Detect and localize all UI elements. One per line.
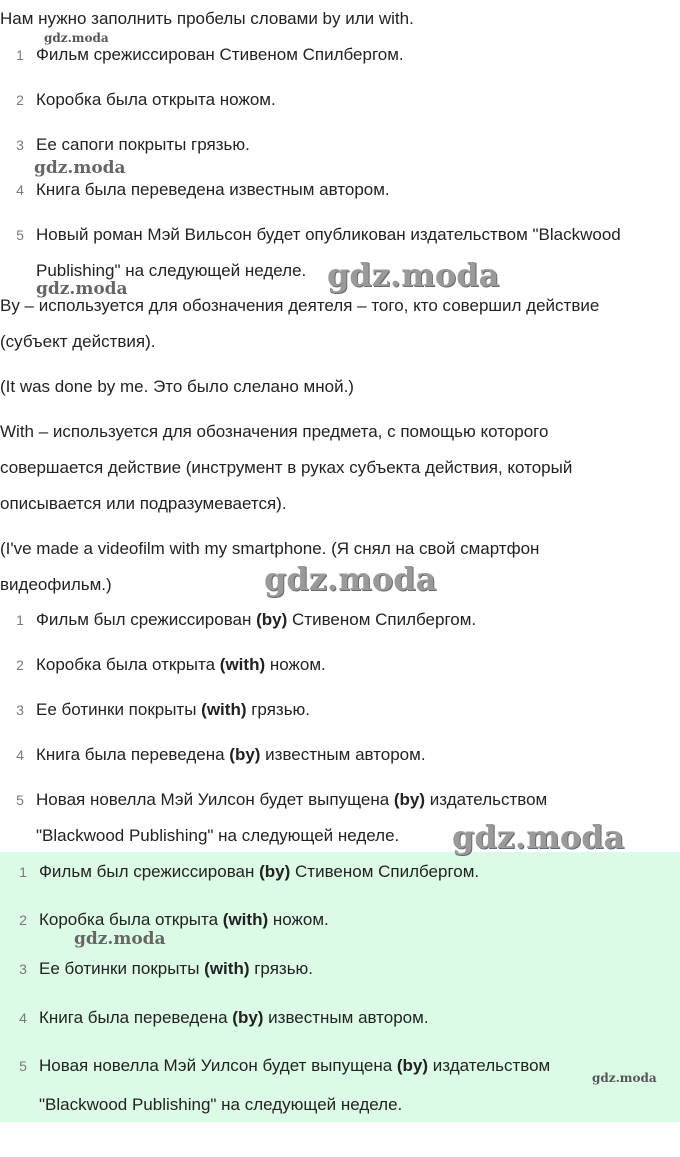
watermark: gdz.moda: [44, 31, 109, 45]
watermark: gdz.moda: [36, 279, 128, 299]
with-explanation-cont: совершается действие (инструмент в руках субъекта действия, который: [0, 458, 573, 477]
watermark: gdz.moda: [74, 929, 166, 949]
watermark: gdz.moda: [327, 256, 500, 294]
watermark: gdz.moda: [452, 818, 625, 856]
intro-text: Нам нужно заполнить пробелы словами by или with.: [0, 9, 414, 28]
answer-box-item: Фильм был срежиссирован (by) Стивеном Спилбергом.: [39, 862, 480, 881]
answer-box-item: Коробка была открыта (with) ножом.: [39, 910, 329, 929]
answer-number: 4: [16, 747, 24, 763]
by-explanation: By – используется для обозначения деятеля – того, кто совершил действие: [0, 296, 600, 315]
with-explanation-cont: описывается или подразумевается).: [0, 494, 287, 513]
answer-box-number: 3: [19, 961, 27, 977]
answer-box-number: 5: [19, 1058, 27, 1074]
watermark: gdz.moda: [34, 158, 126, 178]
answer-box-word: (with): [222, 910, 269, 929]
answer-box-word: (by): [232, 1008, 264, 1027]
answer-box-item-continuation: "Blackwood Publishing" на следующей неделе.: [39, 1095, 403, 1114]
by-explanation-cont: (субъект действия).: [0, 332, 156, 351]
answer-box-item: Ее ботинки покрыты (with) грязью.: [39, 959, 314, 978]
answer-box-item: Новая новелла Мэй Уилсон будет выпущена (by) издательством: [39, 1056, 551, 1075]
answer-number: 2: [16, 657, 24, 673]
answer-box-number: 1: [19, 864, 27, 880]
answer-box-word: (by): [396, 1056, 429, 1075]
answer-word: (with): [201, 700, 247, 719]
with-example-cont: видеофильм.): [0, 575, 112, 594]
answer-number: 5: [16, 792, 24, 808]
answer-number: 3: [16, 702, 24, 718]
answer-box-number: 4: [19, 1010, 27, 1026]
task-number: 2: [16, 92, 24, 108]
task-item: Новый роман Мэй Вильсон будет опубликован издательством "Blackwood: [36, 225, 621, 244]
watermark: gdz.moda: [264, 560, 437, 598]
answer-box: [0, 852, 680, 1122]
answer-word: (by): [229, 745, 261, 764]
answer-box-word: (by): [259, 862, 291, 881]
answer-item: Ее ботинки покрыты (with) грязью.: [36, 700, 311, 719]
task-number: 4: [16, 182, 24, 198]
answer-word: (by): [256, 610, 288, 629]
task-number: 1: [16, 47, 24, 63]
watermark: gdz.moda: [592, 1071, 657, 1085]
answer-item: Книга была переведена (by) известным автором.: [36, 745, 426, 764]
with-explanation: With – используется для обозначения предмета, с помощью которого: [0, 422, 549, 441]
answer-item-continuation: "Blackwood Publishing" на следующей неделе.: [36, 826, 400, 845]
task-number: 3: [16, 137, 24, 153]
answer-box-word: (with): [204, 959, 250, 978]
task-item: Книга была переведена известным автором.: [36, 180, 390, 199]
task-number: 5: [16, 227, 24, 243]
answer-word: (with): [219, 655, 266, 674]
task-item-continuation: Publishing" на следующей неделе.: [36, 261, 307, 280]
answer-number: 1: [16, 612, 24, 628]
by-example: (It was done by me. Это было слелано мной.): [0, 377, 354, 396]
task-item: Ее сапоги покрыты грязью.: [36, 135, 250, 154]
answer-word: (by): [393, 790, 426, 809]
task-item: Коробка была открыта ножом.: [36, 90, 276, 109]
answer-item: Фильм был срежиссирован (by) Стивеном Спилбергом.: [36, 610, 477, 629]
answer-box-item: Книга была переведена (by) известным автором.: [39, 1008, 429, 1027]
task-item: Фильм срежиссирован Стивеном Спилбергом.: [36, 45, 404, 64]
with-example: (I've made a videofilm with my smartphone. (Я снял на свой смартфон: [0, 539, 540, 558]
answer-item: Коробка была открыта (with) ножом.: [36, 655, 326, 674]
answer-item: Новая новелла Мэй Уилсон будет выпущена (by) издательством: [36, 790, 548, 809]
answer-box-number: 2: [19, 912, 27, 928]
